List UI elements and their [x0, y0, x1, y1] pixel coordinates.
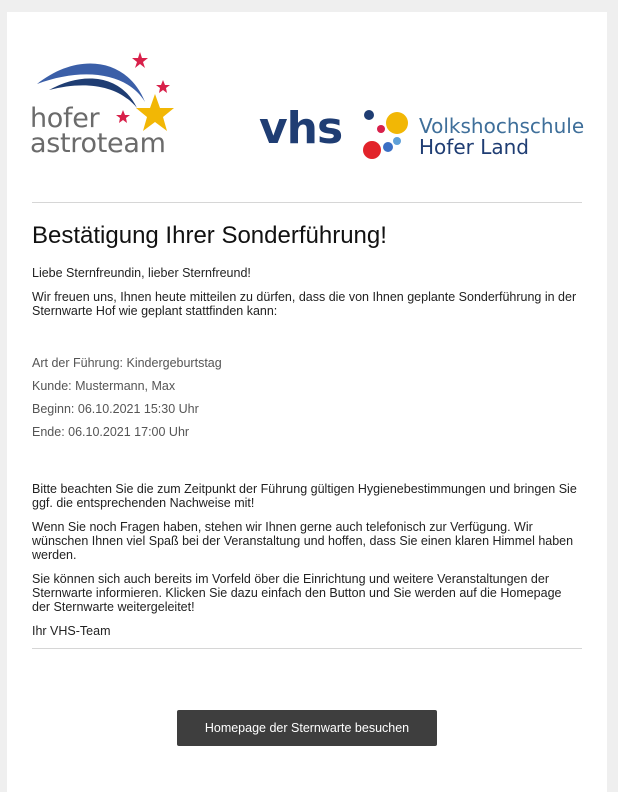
astroteam-wordmark	[30, 103, 166, 159]
info-text: Sie können sich auch bereits im Vorfeld öber die Einrichtung und weitere Veranstaltungen der Sternwarte informieren. Klicken Sie dazu einfach den Button und Sie werden auf die Homepage der Sternwarte weitergeleitet!	[32, 572, 562, 614]
vhs-logo	[259, 104, 599, 174]
detail-customer: Kunde: Mustermann, Max	[32, 379, 176, 393]
vhs-name	[419, 116, 584, 158]
booking-details	[32, 352, 582, 444]
questions-text: Wenn Sie noch Fragen haben, stehen wir Ihnen gerne auch telefonisch zur Verfügung. Wir wünschen Ihnen viel Spaß bei der Veranstaltung und hoffen, dass Sie einen klaren Himmel haben werden.	[32, 520, 574, 562]
vhs-line1: Volkshochschule	[419, 114, 585, 138]
detail-end: Ende: 06.10.2021 17:00 Uhr	[32, 425, 190, 439]
logo-header	[7, 12, 607, 202]
detail-start: Beginn: 06.10.2021 15:30 Uhr	[32, 402, 199, 416]
email-card	[7, 12, 607, 792]
astro-line2: astroteam	[30, 128, 166, 159]
hygiene-text: Bitte beachten Sie die zum Zeitpunkt der Führung gültigen Hygienebestimmungen und bringen Sie ggf. die entsprechenden Nachweise mit!	[32, 482, 577, 510]
greeting: Liebe Sternfreundin, lieber Sternfreund!	[32, 266, 251, 280]
intro-text: Wir freuen uns, Ihnen heute mitteilen zu dürfen, dass die von Ihnen geplante Sonderführung in der Sternwarte Hof wie geplant stattfinden kann:	[32, 290, 577, 318]
vhs-wordmark: vhs	[259, 103, 343, 154]
message-body	[32, 220, 582, 638]
signature: Ihr VHS-Team	[32, 624, 111, 638]
divider-top	[32, 202, 582, 203]
divider-bottom	[32, 648, 582, 649]
homepage-button[interactable]: Homepage der Sternwarte besuchen	[177, 710, 437, 746]
hofer-astroteam-logo	[27, 42, 187, 172]
page-title: Bestätigung Ihrer Sonderführung!	[32, 222, 387, 249]
vhs-line2: Hofer Land	[419, 135, 529, 159]
astro-line1: hofer	[30, 103, 100, 134]
vhs-dots-icon	[355, 106, 415, 166]
detail-type: Art der Führung: Kindergeburtstag	[32, 356, 222, 370]
